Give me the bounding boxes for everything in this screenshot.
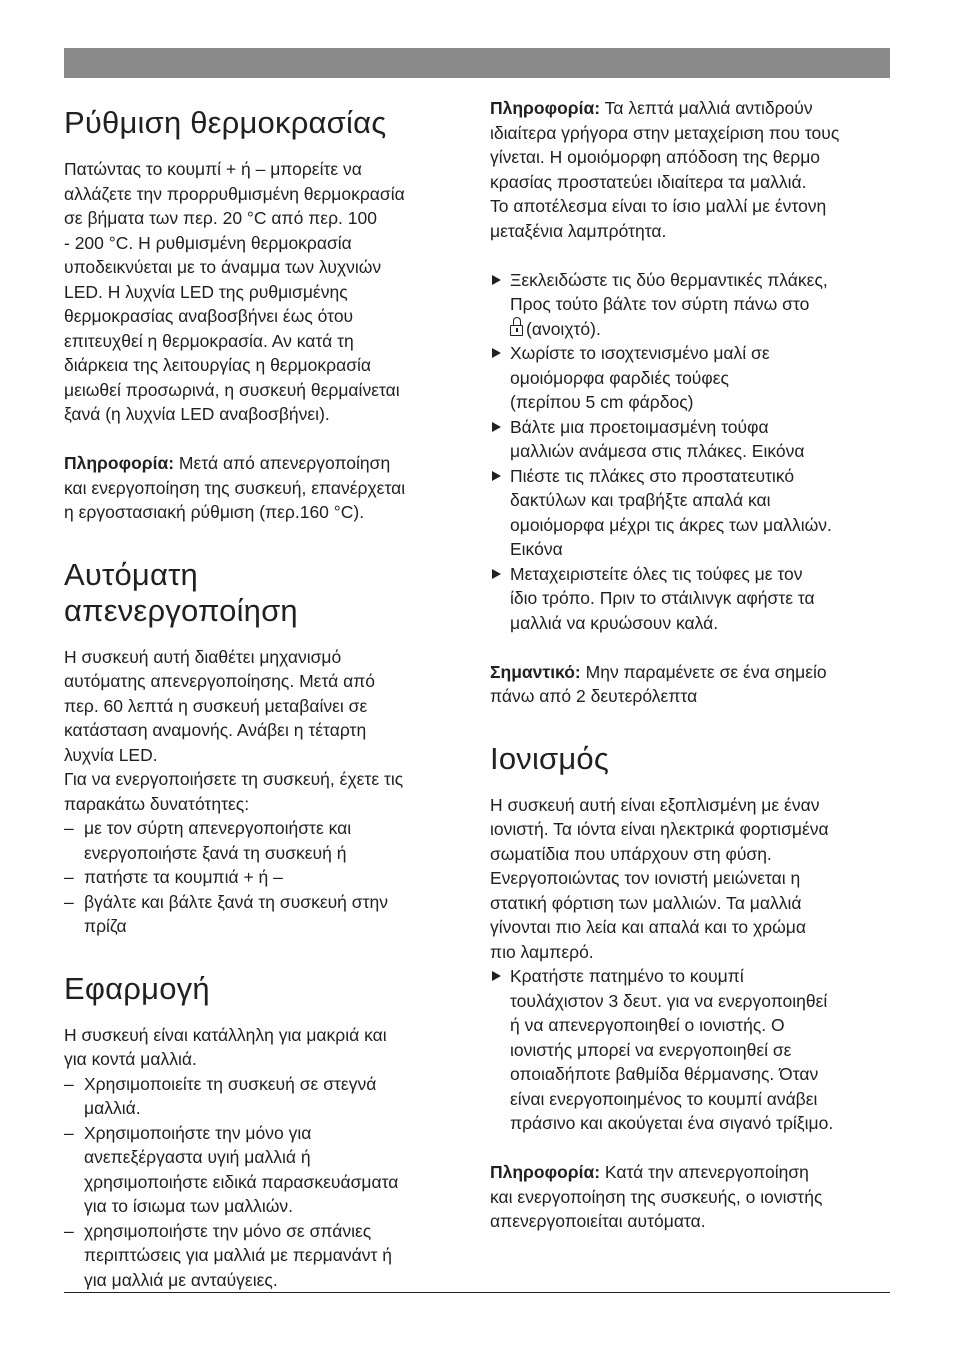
ionization-info: Πληροφορία: Κατά την απενεργοποίηση και ενεργοποίηση της συσκευής, ο ιονιστής απενεργοποιείται αυτόματα.: [490, 1162, 823, 1231]
unlock-icon: [510, 325, 523, 336]
auto-off-text: Η συσκευή αυτή διαθέτει μηχανισμό αυτόματης απενεργοποίησης. Μετά από περ. 60 λεπτά η συσκευή μεταβαίνει σε κατάσταση αναμονής. Ανάβει η τέταρτη λυχνία LED. Για να ενεργοποιήσετε τη συσκευή, έχετε τις παρακάτω δυνατότητες:: [64, 646, 404, 814]
header-bar: [64, 48, 890, 78]
info-label: Πληροφορία:: [490, 98, 601, 118]
ionization-text: Η συσκευή αυτή είναι εξοπλισμένη με έναν ιονιστή. Τα ιόντα είναι ηλεκτρικά φορτισμένα σωματίδια που υπάρχουν στη φύση. Ενεργοποιώντας τον ιονιστή μειώνεται η στατική φόρτιση των μαλλιών. Τα μαλλιά γίνονται πιο λεία και απαλά και το χρώμα πιο λαμπερό.: [490, 794, 829, 962]
temperature-info: Πληροφορία: Μετά από απενεργοποίηση και ενεργοποίηση της συσκευή, επανέρχεται η εργοστασιακή ρύθμιση (περ.160 °C).: [64, 453, 406, 522]
left-column: [64, 96, 468, 1292]
temperature-text: Πατώντας το κουμπί + ή – μπορείτε να αλλάζετε την προρρυθμισμένη θερμοκρασία σε βήματα των περ. 20 °C από περ. 100 - 200 °C. Η ρυθμισμένη θερμοκρασία υποδεικνύεται με το άναμμα των λυχνιών LED. Η λυχνία LED της ρυθμισμένης θερμοκρασίας αναβοσβήνει έως ότου επιτευχθεί η θερμοκρασία. Αν κατά τη διάρκεια της λειτουργίας η θερμοκρασία μειωθεί προσωρινά, η συσκευή θερμαίνεται ξανά (η λυχνία LED αναβοσβήνει).: [64, 159, 405, 424]
list-item: – χρησιμοποιήστε την μόνο σε σπάνιες περιπτώσεις για μαλλιά με περμανάντ ή για μαλλιά με ανταύγειες.: [64, 1219, 468, 1293]
ionization-steps: [490, 964, 894, 1136]
list-item: Πιέστε τις πλάκες στο προστατευτικό δακτύλων και τραβήξτε απαλά και ομοιόμορφα μέχρι τις άκρες των μαλλιών. Εικόνα: [490, 464, 894, 562]
important-note: Σημαντικό: Μην παραμένετε σε ένα σημείο πάνω από 2 δευτερόλεπτα: [490, 661, 827, 706]
important-label: Σημαντικό:: [490, 661, 581, 682]
list-item: – βγάλτε και βάλτε ξανά τη συσκευή στην πρίζα: [64, 890, 468, 939]
usage-text: Η συσκευή είναι κατάλληλη για μακριά και για κοντά μαλλιά.: [64, 1024, 387, 1069]
heading-temperature: Ρύθμιση θερμοκρασίας: [64, 105, 387, 140]
list-item: – Χρησιμοποιείτε τη συσκευή σε στεγνά μαλλιά.: [64, 1072, 468, 1121]
list-item: – με τον σύρτη απενεργοποιήστε και ενεργοποιήστε ξανά τη συσκευή ή: [64, 816, 468, 865]
list-item: – πατήστε τα κουμπιά + ή –: [64, 865, 468, 890]
heading-ionization: Ιονισμός: [490, 740, 610, 776]
fine-hair-info: Πληροφορία: Τα λεπτά μαλλιά αντιδρούν ιδιαίτερα γρήγορα στην μεταχείριση που τους γίνεται. Η ομοιόμορφη απόδοση της θερμο κρασίας προστατεύει ιδιαίτερα τα μαλλιά. Το αποτέλεσμα είναι το ίσιο μαλλί με έντονη μεταξένια λαμπρότητα.: [490, 98, 840, 241]
usage-steps: [490, 268, 894, 636]
info-label: Πληροφορία:: [490, 1162, 601, 1182]
heading-auto-off: Αυτόματη απενεργοποίηση: [64, 556, 298, 628]
info-label: Πληροφορία:: [64, 453, 175, 473]
usage-list: [64, 1072, 468, 1293]
list-item: Κρατήστε πατημένο το κουμπί τουλάχιστον 3 δευτ. για να ενεργοποιηθεί ή να απενεργοποιηθεί ο ιονιστής. Ο ιονιστής μπορεί να ενεργοποιηθεί σε οποιαδήποτε βαθμίδα θέρμανσης. Όταν είναι ενεργοποιημένος το κουμπί ανάβει πράσινο και ακούγεται ένα σιγανό τρίξιμο.: [490, 964, 894, 1136]
footer-rule: [64, 1292, 890, 1293]
list-item: Μεταχειριστείτε όλες τις τούφες με τον ίδιο τρόπο. Πριν το στάιλινγκ αφήστε τα μαλλιά να κρυώσουν καλά.: [490, 562, 894, 636]
list-item: Βάλτε μια προετοιμασμένη τούφα μαλλιών ανάμεσα στις πλάκες. Εικόνα: [490, 415, 894, 464]
list-item: Ξεκλειδώστε τις δύο θερμαντικές πλάκες, Προς τούτο βάλτε τον σύρτη πάνω στο (ανοιχτό).: [490, 268, 894, 342]
heading-usage: Εφαρμογή: [64, 970, 210, 1006]
list-item: Χωρίστε το ισοχτενισμένο μαλί σε ομοιόμορφα φαρδιές τούφες (περίπου 5 cm φάρδος): [490, 341, 894, 415]
list-item: – Χρησιμοποιήστε την μόνο για ανεπεξέργαστα υγιή μαλλιά ή χρησιμοποιήστε ειδικά παρασκευάσματα για το ίσιωμα των μαλλιών.: [64, 1121, 468, 1219]
auto-off-options: [64, 816, 468, 939]
right-column: [490, 96, 894, 1234]
